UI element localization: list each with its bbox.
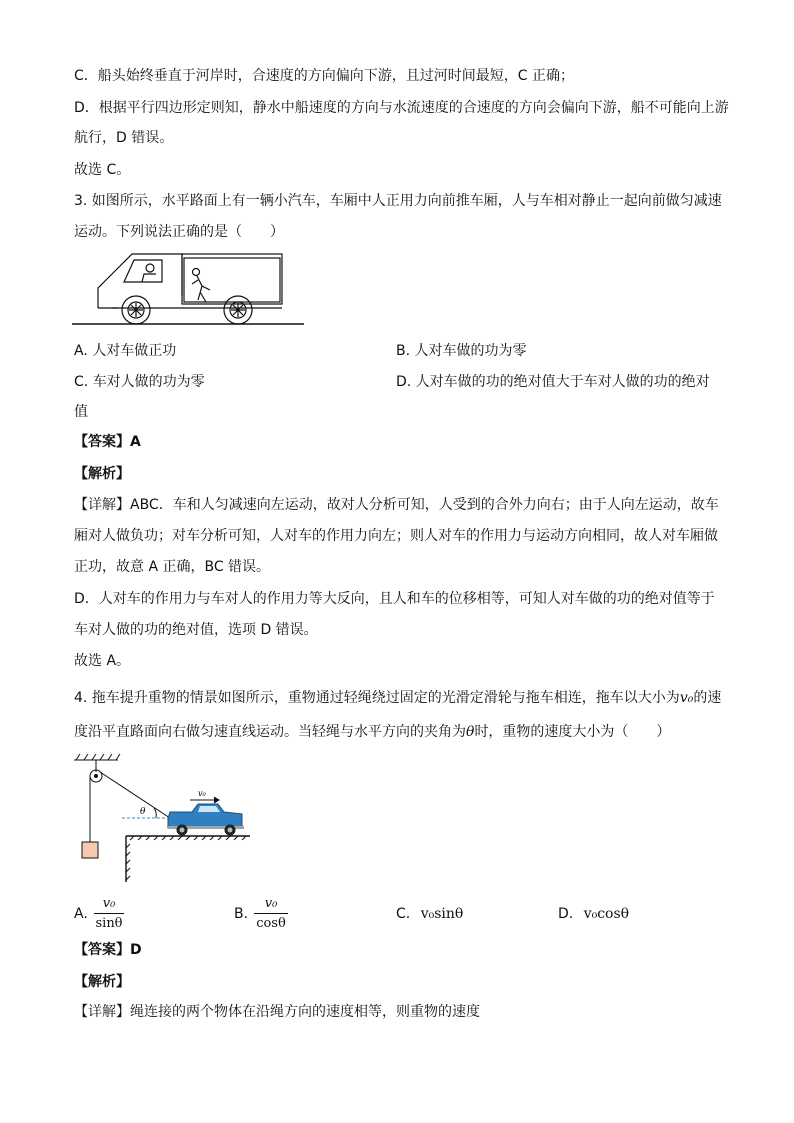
figure-theta-label: θ [140,807,146,817]
figure-v0-label: v₀ [198,789,206,798]
theta-symbol: θ [466,724,475,740]
text-line: 故选 A。 [74,653,131,669]
question-4-stem [74,722,670,742]
denominator: cosθ [256,916,286,931]
detail-line: 【详解】ABC．车和人匀减速向左运动，故对人分析可知，人受到的合外力向右；由于人向左运动，故车 [74,497,719,513]
option-d[interactable] [558,904,629,924]
truck-pushing-figure [72,248,306,330]
stem-text: 4. 拖车提升重物的情景如图所示，重物通过轻绳绕过固定的光滑定滑轮与拖车相连，拖车以大小为 [74,690,680,706]
pulley-tow-truck-figure [74,752,254,884]
option-c[interactable]: C. 车对人做的功为零 [74,374,205,390]
text-line: 故选 C。 [74,162,131,178]
option-b-fraction[interactable] [254,896,288,932]
numerator: v₀ [102,896,116,911]
analysis-label: 【解析】 [74,466,130,482]
option-b[interactable]: B. 人对车做的功为零 [396,343,527,359]
option-d-label: D. [558,906,574,922]
text-line: 航行，D 错误。 [74,130,174,146]
denominator: sinθ [95,916,123,931]
v0-symbol: v₀ [679,690,694,706]
detail-line: 正功，故意 A 正确，BC 错误。 [74,559,271,575]
stem-text: 的速 [693,690,722,706]
analysis-label: 【解析】 [74,974,130,990]
option-a-fraction[interactable] [94,896,124,932]
fraction-bar [94,913,124,914]
answer-label: 【答案】A [74,434,141,450]
detail-line: D．人对车的作用力与车对人的作用力等大反向，且人和车的位移相等，可知人对车做的功的绝对值等于 [74,591,715,607]
option-b-label[interactable]: B. [234,906,249,922]
option-c-label: C. [396,906,411,922]
detail-line: 厢对人做负功；对车分析可知，人对车的作用力向左；则人对车的作用力与运动方向相同，故人对车厢做 [74,528,718,544]
question-4-stem [74,688,721,708]
detail-line: 【详解】绳连接的两个物体在沿绳方向的速度相等，则重物的速度 [74,1004,480,1020]
stem-text: 时，重物的速度大小为（ ） [474,724,671,740]
option-d-value: v₀cosθ [583,906,630,922]
fraction-bar [254,913,288,914]
option-c[interactable] [396,904,463,924]
option-c-value: v₀sinθ [420,906,464,922]
answer-label: 【答案】D [74,942,142,958]
option-a[interactable]: A. 人对车做正功 [74,343,177,359]
text-line: D．根据平行四边形定则知，静水中船速度的方向与水流速度的合速度的方向会偏向下游，船不可能向上游 [74,100,729,116]
option-d-continued: 值 [74,404,88,420]
detail-line: 车对人做的功的绝对值，选项 D 错误。 [74,622,318,638]
stem-text: 度沿平直路面向右做匀速直线运动。当轻绳与水平方向的夹角为 [74,724,466,740]
option-a-label[interactable]: A. [74,906,88,922]
option-d[interactable]: D. 人对车做的功的绝对值大于车对人做的功的绝对 [396,374,710,390]
numerator: v₀ [264,896,278,911]
question-3-stem: 3. 如图所示，水平路面上有一辆小汽车，车厢中人正用力向前推车厢，人与车相对静止一起向前做匀减速 [74,193,722,209]
text-line: C．船头始终垂直于河岸时，合速度的方向偏向下游，且过河时间最短，C 正确； [74,68,574,84]
question-3-stem: 运动。下列说法正确的是（ ） [74,224,284,240]
